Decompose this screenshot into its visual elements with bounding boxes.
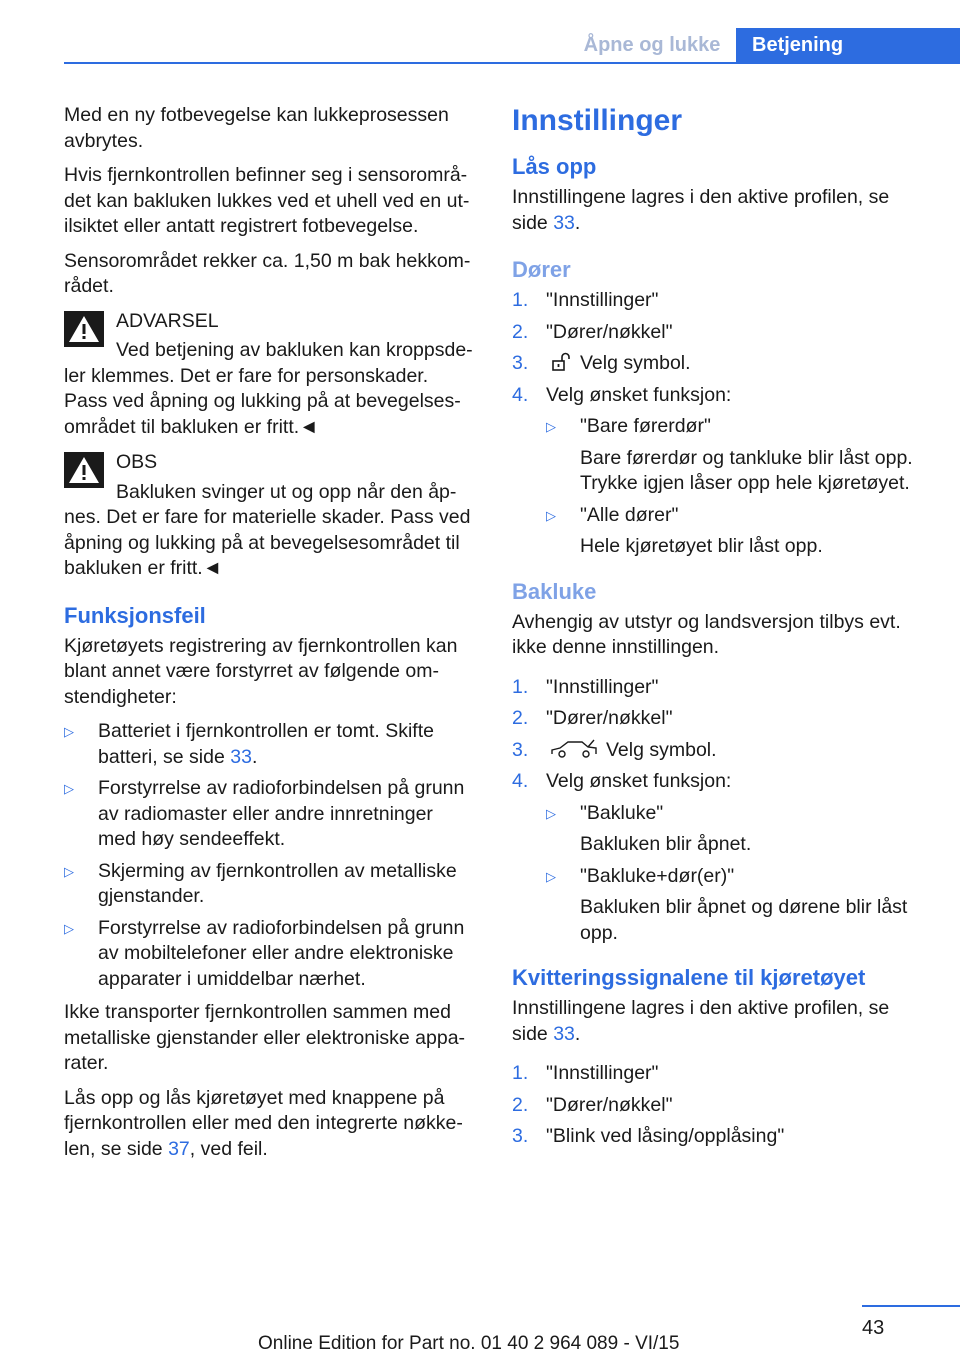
warning-title: ADVARSEL	[116, 309, 219, 332]
bullet-icon: ▷	[546, 805, 556, 821]
paragraph: Ikke transporter fjernkontrollen sammen med metalliske gjenstander eller elektroniske appa-rater.	[64, 1001, 466, 1074]
section-heading: Kvitteringssignalene til kjøretøyet	[512, 965, 866, 990]
list-item	[64, 916, 476, 993]
warning-block	[64, 309, 476, 441]
edition-footer: Online Edition for Part no. 01 40 2 964 089 - VI/15	[258, 1333, 680, 1354]
list-item: 3. Velg symbol.	[512, 352, 691, 374]
page-title: Innstillinger	[512, 104, 683, 137]
section-heading: Funksjonsfeil	[64, 602, 206, 628]
list-item: ▷ Batteriet i fjernkontrollen er tomt. Skifte batteri, se side 33.	[64, 719, 476, 770]
list-item: 1. "Innstillinger"	[512, 1062, 659, 1084]
paragraph: Sensorområdet rekker ca. 1,50 m bak hekkom-rådet.	[64, 249, 471, 297]
paragraph: Innstillingene lagres i den aktive profilen, se side 33.	[512, 997, 890, 1045]
bullet-icon: ▷	[64, 863, 74, 879]
list-item: 1. "Innstillinger"	[512, 289, 659, 311]
list-item-text: Skjerming av fjernkontrollen av metalliske gjenstander.	[98, 859, 457, 907]
list-item: ▷ "Bakluke" Bakluken blir åpnet.	[546, 801, 922, 858]
header-divider	[64, 62, 960, 64]
footer-divider	[862, 1305, 960, 1307]
bullet-icon: ▷	[64, 920, 74, 936]
bullet-icon: ▷	[546, 419, 556, 434]
section-heading: Lås opp	[512, 154, 597, 179]
list-item: 1. "Innstillinger"	[512, 675, 659, 698]
list-item: ▷ "Bare førerdør" Bare førerdør og tankluke blir låst opp. Trykke igjen låser opp hele kjøretøyet.	[546, 414, 922, 497]
list-item: 3. "Blink ved låsing/opplåsing"	[512, 1125, 785, 1147]
page-link[interactable]: 37	[168, 1137, 190, 1160]
list-item: 4. Velg ønsket funksjon:	[512, 770, 732, 792]
list-item: 2. "Dører/nøkkel"	[512, 320, 673, 343]
subsection-heading: Bakluke	[512, 578, 597, 604]
list-item-text: Forstyrrelse av radioforbindelsen på grunn av mobiltelefoner eller andre elektroniske apparater i umiddelbar nærhet.	[98, 916, 465, 990]
paragraph: Lås opp og lås kjøretøyet med knappene på fjernkontrollen eller med den integrerte nøkke-len, se side 37, ved feil.	[64, 1086, 463, 1160]
paragraph: Avhengig av utstyr og landsversjon tilbys evt. ikke denne innstillingen.	[512, 610, 901, 658]
list-item: 2. "Dører/nøkkel"	[512, 1093, 673, 1116]
bullet-icon: ▷	[64, 781, 74, 796]
numbered-list	[512, 675, 922, 947]
right-column	[512, 103, 922, 1158]
paragraph: Hvis fjernkontrollen befinner seg i sensorområ-det kan bakluken lukkes ved et uhell ved en ut-ilsiktet eller antatt registrert fotbevegelse.	[64, 164, 470, 237]
car-trunk-icon	[550, 738, 598, 760]
list-item: 2. "Dører/nøkkel"	[512, 707, 673, 729]
unlock-icon	[550, 351, 572, 373]
page-link[interactable]: 33	[553, 211, 575, 234]
numbered-list	[512, 288, 922, 560]
list-item: ▷ "Bakluke+dør(er)" Bakluken blir åpnet og dørene blir låst opp.	[546, 864, 922, 947]
warning-text: Ved betjening av bakluken kan kroppsde-ler klemmes. Det er fare for personskader. Pass ved åpning og lukking på at bevegelses-området til bakluken er fritt.◄	[64, 339, 473, 438]
page-link[interactable]: 33	[553, 1022, 575, 1045]
list-item	[64, 776, 476, 853]
notice-block	[64, 450, 476, 582]
list-item-text: Batteriet i fjernkontrollen er tomt. Skifte batteri, se side	[98, 720, 434, 768]
list-item: 4. Velg ønsket funksjon:	[512, 383, 732, 406]
list-item	[64, 859, 476, 910]
paragraph: Med en ny fotbevegelse kan lukkeprosessen avbrytes.	[64, 104, 449, 152]
list-item-text: Forstyrrelse av radioforbindelsen på grunn av radiomaster eller andre innretninger med høy sendeeffekt.	[98, 777, 465, 850]
bullet-list	[64, 719, 476, 992]
notice-text: Bakluken svinger ut og opp når den åp-nes. Det er fare for materielle skader. Pass ved åpning og lukking på at bevegelsesområdet til bakluken er fritt.◄	[64, 480, 471, 579]
left-column	[64, 103, 476, 1171]
bullet-icon: ▷	[546, 507, 556, 523]
paragraph: Innstillingene lagres i den aktive profilen, se side 33.	[512, 186, 890, 234]
option-list	[546, 414, 922, 560]
paragraph: Kjøretøyets registrering av fjernkontrollen kan blant annet være forstyrret av følgende om-stendigheter:	[64, 634, 458, 708]
list-item: ▷ "Alle dører" Hele kjøretøyet blir låst opp.	[546, 503, 922, 560]
numbered-list	[512, 1061, 922, 1150]
warning-icon	[64, 311, 104, 347]
header-chapter-tab: Betjening	[736, 28, 960, 62]
list-item: 3. Velg symbol.	[512, 738, 717, 761]
page-number: 43	[862, 1317, 885, 1339]
bullet-icon: ▷	[64, 724, 74, 739]
warning-icon	[64, 452, 104, 488]
header-section-title: Åpne og lukke	[583, 33, 721, 56]
notice-title: OBS	[116, 451, 158, 473]
page-link[interactable]: 33	[230, 745, 252, 768]
bullet-icon: ▷	[546, 868, 556, 884]
subsection-heading: Dører	[512, 257, 571, 282]
option-list	[546, 801, 922, 947]
